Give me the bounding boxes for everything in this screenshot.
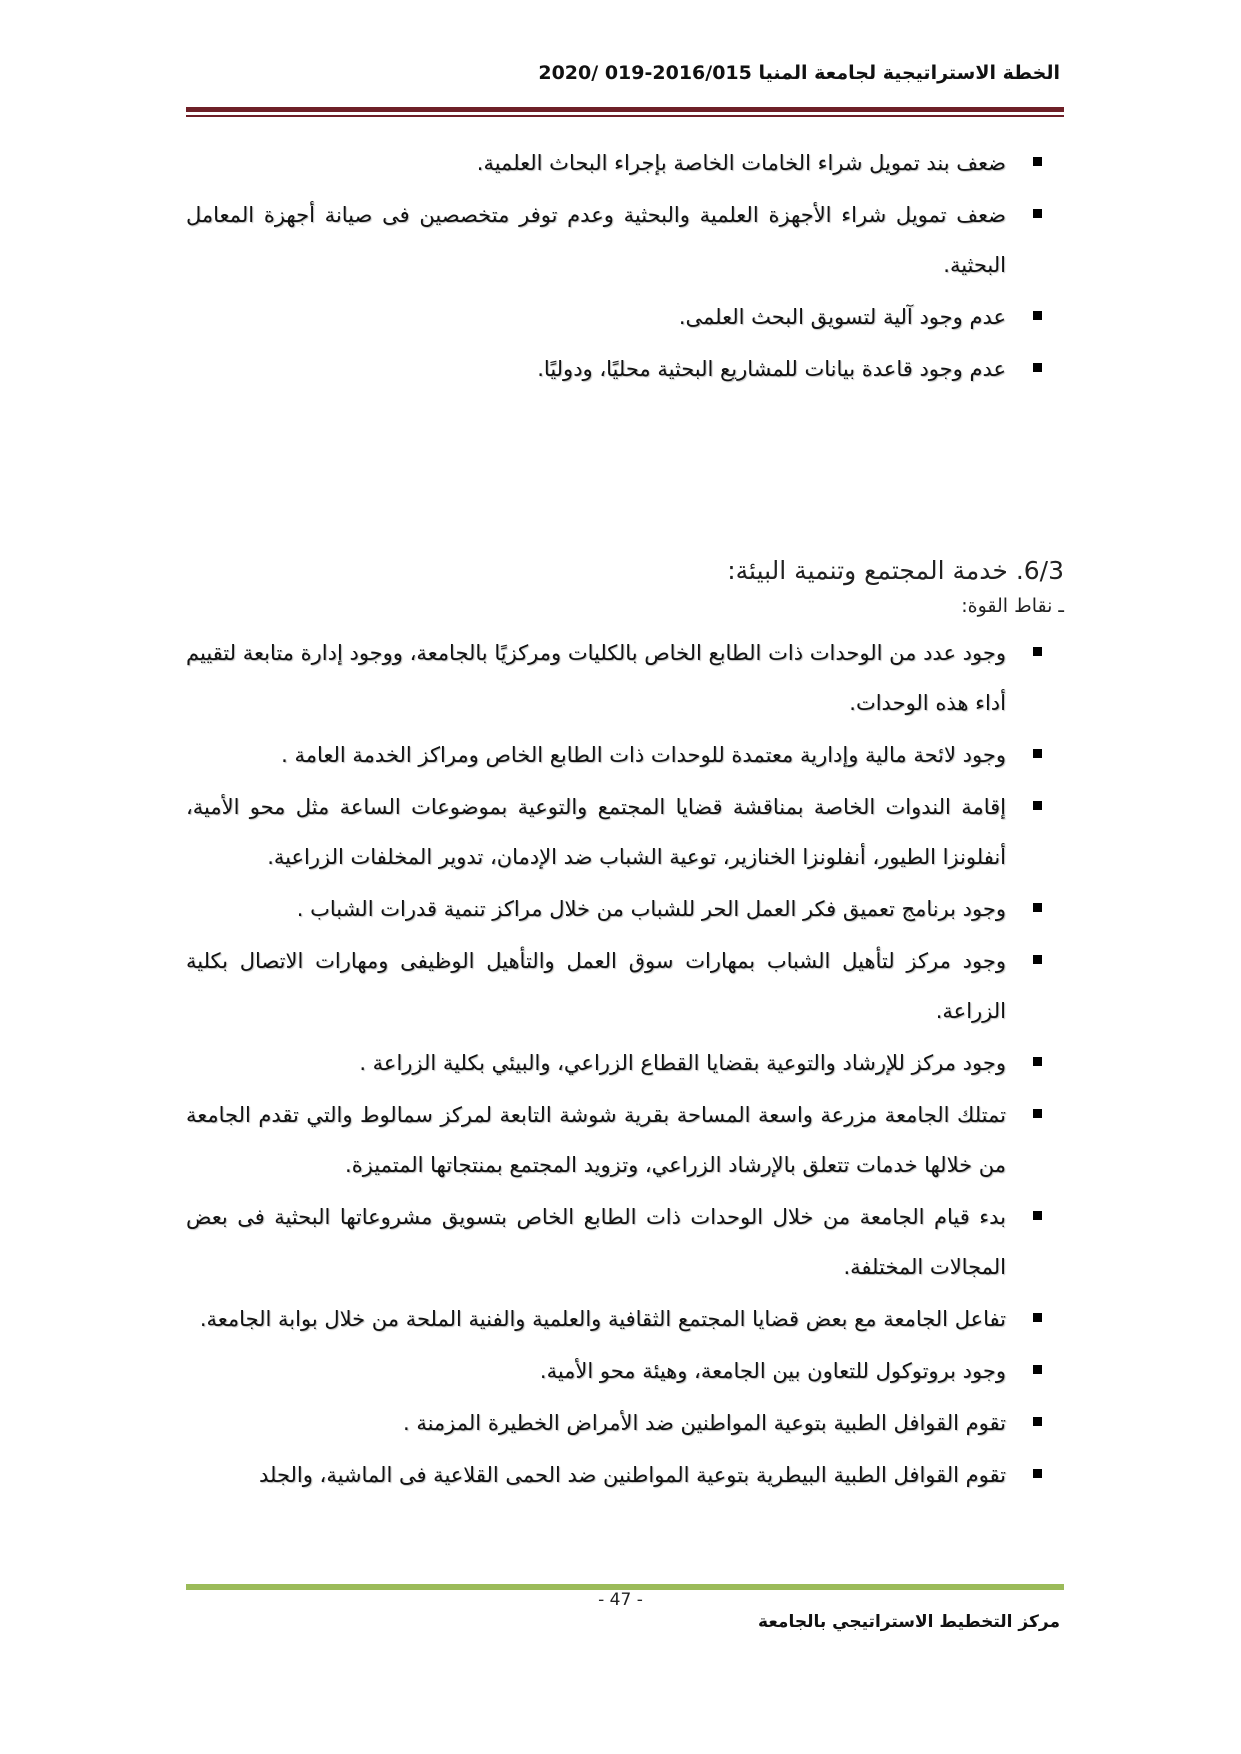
square-bullet-icon: [1033, 1057, 1042, 1066]
square-bullet-icon: [1033, 647, 1042, 656]
square-bullet-icon: [1033, 157, 1042, 166]
list-item: عدم وجود قاعدة بيانات للمشاريع البحثية محليًا، ودوليًا.: [186, 344, 1064, 394]
page-number: - 47 -: [598, 1590, 643, 1610]
list-item: وجود مركز لتأهيل الشباب بمهارات سوق العمل والتأهيل الوظيفى ومهارات الاتصال بكلية الزراعة.: [186, 936, 1064, 1036]
strengths-subheading: ـ نقاط القوة:: [961, 595, 1064, 617]
footer-org-name: مركز التخطيط الاستراتيجي بالجامعة: [758, 1612, 1060, 1632]
square-bullet-icon: [1033, 311, 1042, 320]
square-bullet-icon: [1033, 1469, 1042, 1478]
list-item: عدم وجود آلية لتسويق البحث العلمى.: [186, 292, 1064, 342]
list-item: وجود مركز للإرشاد والتوعية بقضايا القطاع الزراعي، والبيئي بكلية الزراعة .: [186, 1038, 1064, 1088]
weaknesses-section: [186, 138, 1064, 396]
square-bullet-icon: [1033, 1417, 1042, 1426]
square-bullet-icon: [1033, 1211, 1042, 1220]
page-header-title: الخطة الاستراتيجية لجامعة المنيا 2016/015-019 /2020: [538, 62, 1060, 84]
list-item: وجود بروتوكول للتعاون بين الجامعة، وهيئة محو الأمية.: [186, 1346, 1064, 1396]
list-item: وجود عدد من الوحدات ذات الطابع الخاص بالكليات ومركزيًا بالجامعة، ووجود إدارة متابعة لتقييم أداء هذه الوحدات.: [186, 628, 1064, 728]
header-rule-thick: [186, 107, 1064, 112]
strengths-list: [186, 628, 1064, 1500]
section-heading: 6/3. خدمة المجتمع وتنمية البيئة:: [727, 556, 1064, 585]
square-bullet-icon: [1033, 903, 1042, 912]
strengths-section: [186, 628, 1064, 1502]
list-item: تقوم القوافل الطبية البيطرية بتوعية المواطنين ضد الحمى القلاعية فى الماشية، والجلد: [186, 1450, 1064, 1500]
list-item: ضعف بند تمويل شراء الخامات الخاصة بإجراء البحاث العلمية.: [186, 138, 1064, 188]
square-bullet-icon: [1033, 749, 1042, 758]
weaknesses-list: [186, 138, 1064, 394]
list-item: تمتلك الجامعة مزرعة واسعة المساحة بقرية شوشة التابعة لمركز سمالوط والتي تقدم الجامعة من خلالها خدمات تتعلق بالإرشاد الزراعي، وتزويد المجتمع بمنتجاتها المتميزة.: [186, 1090, 1064, 1190]
list-item: إقامة الندوات الخاصة بمناقشة قضايا المجتمع والتوعية بموضوعات الساعة مثل محو الأمية، أنفلونزا الطيور، أنفلونزا الخنازير، توعية الشباب ضد الإدمان، تدوير المخلفات الزراعية.: [186, 782, 1064, 882]
square-bullet-icon: [1033, 801, 1042, 810]
list-item: ضعف تمويل شراء الأجهزة العلمية والبحثية وعدم توفر متخصصين فى صيانة أجهزة المعامل البحثية.: [186, 190, 1064, 290]
square-bullet-icon: [1033, 363, 1042, 372]
list-item: وجود برنامج تعميق فكر العمل الحر للشباب من خلال مراكز تنمية قدرات الشباب .: [186, 884, 1064, 934]
square-bullet-icon: [1033, 955, 1042, 964]
list-item: تفاعل الجامعة مع بعض قضايا المجتمع الثقافية والعلمية والفنية الملحة من خلال بوابة الجامعة.: [186, 1294, 1064, 1344]
square-bullet-icon: [1033, 1313, 1042, 1322]
list-item: وجود لائحة مالية وإدارية معتمدة للوحدات ذات الطابع الخاص ومراكز الخدمة العامة .: [186, 730, 1064, 780]
square-bullet-icon: [1033, 209, 1042, 218]
list-item: بدء قيام الجامعة من خلال الوحدات ذات الطابع الخاص بتسويق مشروعاتها البحثية فى بعض المجالات المختلفة.: [186, 1192, 1064, 1292]
list-item: تقوم القوافل الطبية بتوعية المواطنين ضد الأمراض الخطيرة المزمنة .: [186, 1398, 1064, 1448]
square-bullet-icon: [1033, 1109, 1042, 1118]
header-rule-thin: [186, 115, 1064, 117]
square-bullet-icon: [1033, 1365, 1042, 1374]
